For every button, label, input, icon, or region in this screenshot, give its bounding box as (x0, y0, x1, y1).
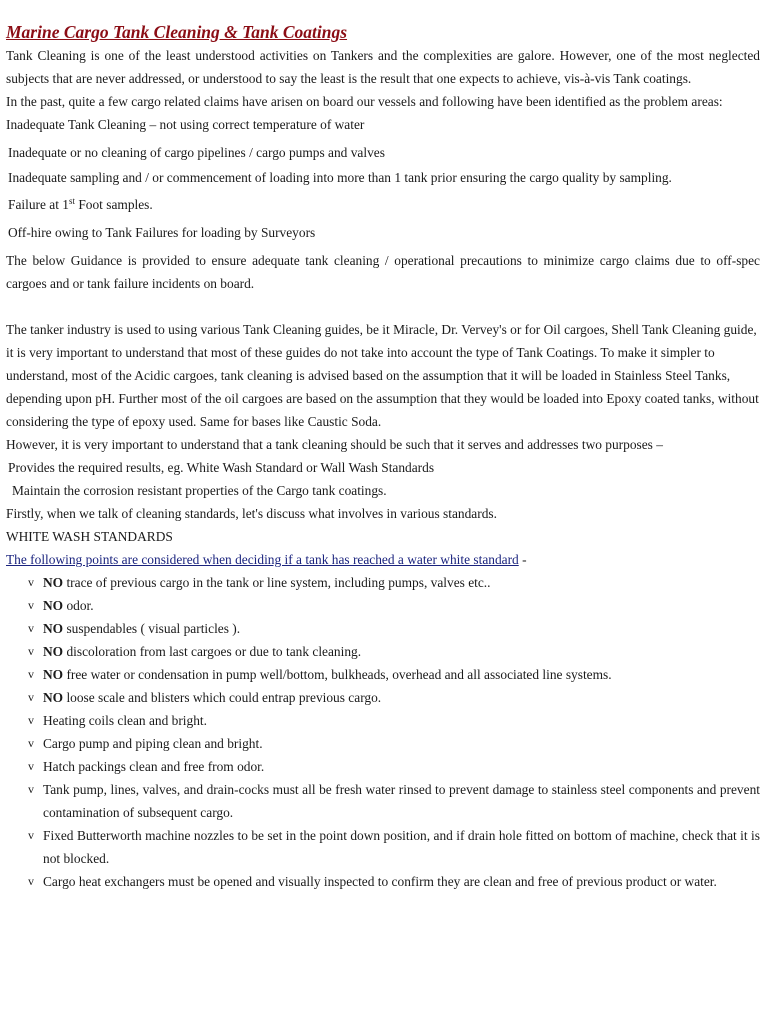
failure-superscript: st (68, 196, 75, 206)
failure-item (6, 193, 760, 216)
checklist-item (6, 732, 760, 755)
checklist-item-emphasis: NO (43, 667, 64, 682)
problem-item: Inadequate or no cleaning of cargo pipelines / cargo pumps and valves (8, 145, 385, 160)
firstly-paragraph: Firstly, when we talk of cleaning standards, let's discuss what involves in various standards. (6, 506, 497, 521)
checklist-item (6, 870, 760, 893)
industry-paragraph: The tanker industry is used to using various Tank Cleaning guides, be it Miracle, Dr. Vervey's or for Oil cargoes, Shell Tank Cleaning guide, it is very important to understand that most of these guides do not take into account the type of Tank Coatings. To make it simpler to understand, most of the Acidic cargoes, tank cleaning is advised based on the assumption that it will be loaded in Stainless Steel Tanks, depending upon pH. Further most of the oil cargoes are based on the assumption that they would be loaded into Epoxy coated tanks, without considering the type of epoxy used. Same for bases like Caustic Soda. (6, 322, 759, 429)
white-wash-checklist (6, 571, 760, 893)
past-claims-paragraph: In the past, quite a few cargo related claims have arisen on board our vessels and following have been identified as the problem areas: (6, 94, 723, 109)
bullet-icon: v (28, 667, 34, 681)
blank-line (6, 295, 760, 318)
bullet-icon: v (28, 782, 34, 796)
bullet-icon: v (28, 759, 34, 773)
however-paragraph: However, it is very important to understand that a tank cleaning should be such that it serves and addresses two purposes – (6, 437, 663, 452)
problem-item: Inadequate sampling and / or commencement of loading into more than 1 tank prior ensuring the cargo quality by sampling. (8, 170, 672, 185)
checklist-item (6, 663, 760, 686)
checklist-item (6, 686, 760, 709)
checklist-item-text: suspendables ( visual particles ). (63, 621, 241, 636)
checklist-item-text: Cargo heat exchangers must be opened and visually inspected to confirm they are clean and free of previous product or water. (43, 874, 717, 889)
checklist-item-text: discoloration from last cargoes or due to tank cleaning. (63, 644, 362, 659)
checklist-item-text: trace of previous cargo in the tank or line system, including pumps, valves etc.. (63, 575, 491, 590)
checklist-item-emphasis: NO (43, 644, 64, 659)
offhire-item: Off-hire owing to Tank Failures for loading by Surveyors (8, 225, 316, 240)
checklist-item-text: Tank pump, lines, valves, and drain-cocks must all be fresh water rinsed to prevent damage to stainless steel components and prevent contamination of subsequent cargo. (43, 782, 760, 820)
checklist-item (6, 640, 760, 663)
section-heading: WHITE WASH STANDARDS (6, 529, 173, 544)
purpose-item: Maintain the corrosion resistant properties of the Cargo tank coatings. (12, 483, 387, 498)
checklist-item (6, 755, 760, 778)
checklist-item-emphasis: NO (43, 621, 64, 636)
points-intro-link[interactable]: The following points are considered when deciding if a tank has reached a water white standard (6, 552, 519, 567)
checklist-item-text: free water or condensation in pump well/bottom, bulkheads, overhead and all associated line systems. (63, 667, 612, 682)
checklist-item-text: Cargo pump and piping clean and bright. (43, 736, 263, 751)
checklist-item-text: odor. (63, 598, 94, 613)
bullet-icon: v (28, 621, 34, 635)
guidance-paragraph: The below Guidance is provided to ensure adequate tank cleaning / operational precautions to minimize cargo claims due to off-spec cargoes and or tank failure incidents on board. (6, 253, 760, 291)
checklist-item-text: loose scale and blisters which could entrap previous cargo. (63, 690, 382, 705)
bullet-icon: v (28, 598, 34, 612)
checklist-item-text: Fixed Butterworth machine nozzles to be set in the point down position, and if drain hole fitted on bottom of machine, check that it is not blocked. (43, 828, 760, 866)
checklist-item-emphasis: NO (43, 690, 64, 705)
checklist-item (6, 778, 760, 824)
points-intro (6, 548, 760, 571)
failure-text: Failure at 1 (8, 197, 69, 212)
bullet-icon: v (28, 736, 34, 750)
checklist-item (6, 824, 760, 870)
checklist-item (6, 709, 760, 732)
purpose-item: Provides the required results, eg. White Wash Standard or Wall Wash Standards (8, 460, 435, 475)
bullet-icon: v (28, 690, 34, 704)
bullet-icon: v (28, 874, 34, 888)
bullet-icon: v (28, 828, 34, 842)
checklist-item (6, 571, 760, 594)
checklist-item (6, 617, 760, 640)
points-intro-suffix: - (518, 552, 527, 567)
bullet-icon: v (28, 644, 34, 658)
checklist-item (6, 594, 760, 617)
problem-item: Inadequate Tank Cleaning – not using correct temperature of water (6, 117, 365, 132)
document-title: Marine Cargo Tank Cleaning & Tank Coatings (6, 22, 348, 42)
checklist-item-emphasis: NO (43, 598, 64, 613)
checklist-item-text: Heating coils clean and bright. (43, 713, 207, 728)
checklist-item-text: Hatch packings clean and free from odor. (43, 759, 265, 774)
intro-paragraph: Tank Cleaning is one of the least understood activities on Tankers and the complexities are galore. However, one of the most neglected subjects that are never addressed, or understood to say the least is the result that one expects to achieve, vis-à-vis Tank coatings. (6, 48, 760, 86)
bullet-icon: v (28, 713, 34, 727)
checklist-item-emphasis: NO (43, 575, 64, 590)
failure-text-end: Foot samples. (75, 197, 153, 212)
bullet-icon: v (28, 575, 34, 589)
